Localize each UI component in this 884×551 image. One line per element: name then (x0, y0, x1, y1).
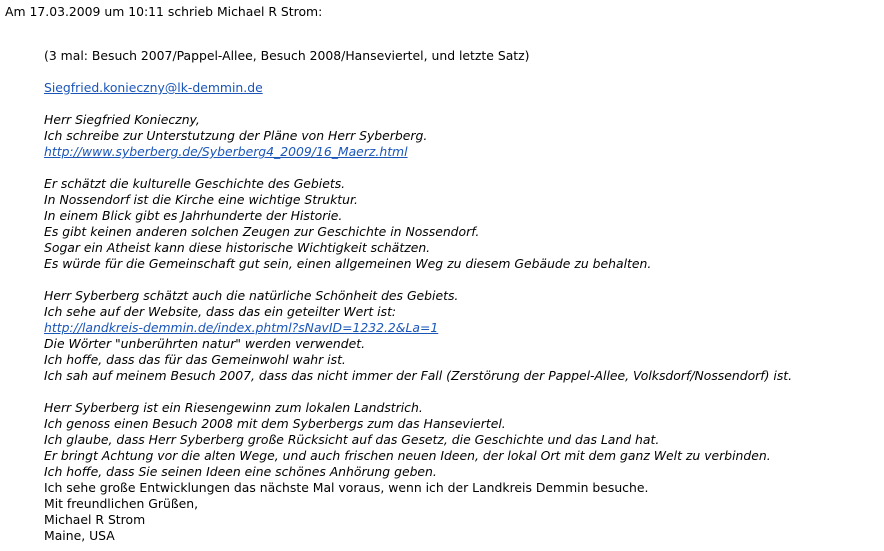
closing-line: Mit freundlichen Grüßen, (44, 496, 199, 511)
paragraph-line: Es würde für die Gemeinschaft gut sein, einen allgemeinen Weg zu diesem Gebäude zu behalten. (44, 256, 652, 271)
paragraph-line: Ich hoffe, dass das für das Gemeinwohl wahr ist. (44, 352, 346, 367)
paragraph-line: Sogar ein Atheist kann diese historische Wichtigkeit schätzen. (44, 240, 431, 255)
spacer (44, 64, 880, 80)
paragraph-line: Ich glaube, dass Herr Syberberg große Rücksicht auf das Gesetz, die Geschichte und das Land hat. (44, 432, 660, 447)
recipient-email-line (44, 80, 880, 96)
paragraph-line: Es gibt keinen anderen solchen Zeugen zur Geschichte in Nossendorf. (44, 224, 480, 239)
paragraph-line: Ich hoffe, dass Sie seinen Ideen eine schönes Anhörung geben. (44, 464, 437, 479)
paragraph-line: Herr Syberberg schätzt auch die natürliche Schönheit des Gebiets. (44, 288, 459, 303)
paragraph-line: Herr Syberberg ist ein Riesengewinn zum lokalen Landstrich. (44, 400, 423, 415)
closing-line: Ich sehe große Entwicklungen das nächste Mal voraus, wenn ich der Landkreis Demmin besuche. (44, 480, 649, 495)
spacer (44, 272, 880, 288)
link-line (44, 320, 880, 336)
paragraph-line: Ich sah auf meinem Besuch 2007, dass das nicht immer der Fall (Zerstörung der Pappel-Allee, Volksdorf/Nossendorf) ist. (44, 368, 793, 383)
link-line (44, 144, 880, 160)
paragraph-line: In einem Blick gibt es Jahrhunderte der Historie. (44, 208, 343, 223)
landkreis-link[interactable]: http://landkreis-demmin.de/index.phtml?sNavID=1232.2&La=1 (44, 320, 439, 335)
letter-greeting: Herr Siegfried Konieczny, (44, 112, 200, 127)
spacer (44, 160, 880, 176)
paragraph-line: In Nossendorf ist die Kirche eine wichtige Struktur. (44, 192, 358, 207)
recipient-email-link[interactable]: Siegfried.konieczny@lk-demmin.de (44, 80, 263, 95)
quote-header: Am 17.03.2009 um 10:11 schrieb Michael R Strom: (5, 4, 323, 19)
paragraph-line: Er schätzt die kulturelle Geschichte des Gebiets. (44, 176, 346, 191)
signature-location: Maine, USA (44, 528, 115, 543)
paragraph-line: Die Wörter "unberührten natur" werden verwendet. (44, 336, 366, 351)
paragraph-line: Er bringt Achtung vor die alten Wege, und auch frischen neuen Ideen, der lokal Ort mit dem ganz Welt zu verbinden. (44, 448, 771, 463)
syberberg-link[interactable]: http://www.syberberg.de/Syberberg4_2009/16_Maerz.html (44, 144, 408, 159)
summary-note: (3 mal: Besuch 2007/Pappel-Allee, Besuch 2008/Hanseviertel, und letzte Satz) (44, 48, 530, 63)
paragraph-line: Ich sehe auf der Website, dass das ein geteilter Wert ist: (44, 304, 397, 319)
spacer (44, 96, 880, 112)
spacer (44, 384, 880, 400)
letter-intro: Ich schreibe zur Unterstutzung der Pläne von Herr Syberberg. (44, 128, 428, 143)
email-body (44, 48, 880, 544)
signature-name: Michael R Strom (44, 512, 146, 527)
paragraph-line: Ich genoss einen Besuch 2008 mit dem Syberbergs zum das Hanseviertel. (44, 416, 506, 431)
